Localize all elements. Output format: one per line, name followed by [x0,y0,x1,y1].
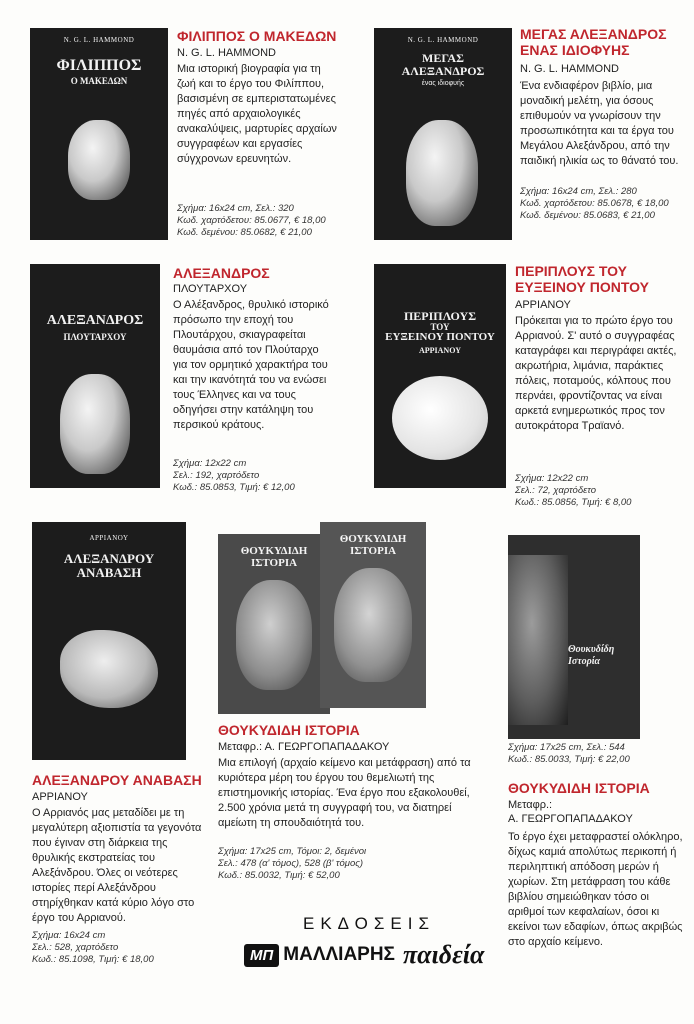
meta-line: Κωδ.: 85.0856, Τιμή: € 8,00 [515,497,632,508]
title-line: ΜΕΓΑΣ ΑΛΕΞΑΝΔΡΟΣ [520,26,667,42]
cover-title-1: ΑΛΕΞΑΝΔΡΟΥ [63,551,155,566]
meta-line: Κωδ.: 85.1098, Τιμή: € 18,00 [32,954,154,965]
book-author [508,798,633,826]
title-line: ΕΝΑΣ ΙΔΙΟΦΥΗΣ [520,42,630,58]
meta-line: Σελ.: 528, χαρτόδετο [32,942,119,953]
book-description: Ο Αλέξανδρος, θρυλικό ιστορικό πρόσωπο την εποχή του Πλουτάρχου, σκιαγραφείται θαυμάσια από τον Πλούταρχο για τον ορμητικό χαρακτήρα του και την ικανότητά του να ενώσει τους Έλληνες και να τους οδηγήσει στην κατάληψη του περσικού κράτους. [173,299,329,431]
title-line: ΑΛΕΞΑΝΔΡΟΥ ΑΝΑΒΑΣΗ [32,772,202,788]
portrait-bust-image [406,120,478,226]
book-description: Μια ιστορική βιογραφία για τη ζωή και το έργο του Φιλίππου, βασισμένη σε εμπεριστατωμένες πηγές από αρχαιολογικές ανακαλύψεις, μαρτυρίες αρχαίων συγγραφέων και εργασίες σύγχρονων ερευνητών. [177,63,337,165]
meta-line: Σχήμα: 12x22 cm [173,458,247,469]
cover-title-2: ΑΝΑΒΑΣΗ [76,564,142,580]
title-line: ΘΟΥΚΥΔΙΔΗ ΙΣΤΟΡΙΑ [218,722,360,738]
author-line: Α. ΓΕΩΡΓΟΠΑΠΑΔΑΚΟΥ [508,813,633,825]
book-description: Το έργο έχει μεταφραστεί ολόκληρο, δίχως καμιά απολύτως περικοπή ή περιληπτική απόδοση μερών ή χωρίων. Στη μετάφραση του κάθε βιβλίου σημειώθηκαν τόσο οι αριθμοί των κεφαλαίων, όσοι κι εκείνοι των εδαφίων, όπως ακριβώς στο αρχαίο κείμενο. [508,831,683,948]
meta-line: Σχήμα: 17x25 cm, Σελ.: 544 [508,742,625,753]
portrait-bust-image [68,120,130,200]
cover-author: N. G. L. HAMMOND [63,36,135,44]
book-title [218,722,360,738]
cover-title-2: ΙΣΤΟΡΙΑ [250,556,298,569]
cover-title-2: Ιστορία [568,656,601,667]
book-author: ΑΡΡΙΑΝΟΥ [32,791,88,803]
book-description: Μια επιλογή (αρχαίο κείμενο και μετάφραση) από τα κυριότερα μέρη του έργου του θεμελιωτή της επιστημονικής ιστορίας. Ένα έργο που εξακολουθεί, 2.500 χρόνια μετά τη συγγραφή του, να διατηρεί αμείωτη τη σπουδαιότητά του. [218,757,471,829]
portrait-bust-image [60,374,130,474]
book-title [173,265,270,281]
book-title [515,263,685,295]
meta-line: Σχήμα: 16x24 cm, Σελ.: 320 [177,203,294,214]
book-description: Ένα ενδιαφέρον βιβλίο, μια μοναδική μελέτη, για όσους επιθυμούν να γνωρίσουν την προσωπικότητα και τα έργα του Μεγάλου Αλεξάνδρου, από την παιδική ηλικία ως το θάνατό του. [520,80,679,167]
cover-title-2: ΠΛΟΥΤΑΡΧΟΥ [63,331,127,342]
marble-oval-image [392,376,488,460]
cover-subtitle: ένας ιδιοφυής [421,80,465,88]
meta-line: Κωδ.: 85.0032, Τιμή: € 52,00 [218,870,340,881]
book-meta [177,203,347,239]
book-meta [515,473,675,509]
book-author: N. G. L. HAMMOND [520,63,620,75]
book-meta [520,186,690,222]
meta-line: Κωδ. χαρτόδετου: 85.0677, € 18,00 [177,215,326,226]
statue-face-image [508,555,568,725]
book-cover-thoukydidi-vol2 [320,522,426,708]
meta-line: Σχήμα: 16x24 cm, Σελ.: 280 [520,186,637,197]
meta-line: Σχήμα: 16x24 cm [32,930,106,941]
cover-title-3: ΕΥΞΕΙΝΟΥ ΠΟΝΤΟΥ [385,331,495,344]
title-line: ΦΙΛΙΠΠΟΣ Ο ΜΑΚΕΔΩΝ [177,28,337,44]
cover-title-2: ΑΛΕΞΑΝΔΡΟΣ [401,63,485,78]
title-line: ΘΟΥΚΥΔΙΔΗ ΙΣΤΟΡΙΑ [508,780,650,796]
publisher-logo [244,940,484,970]
meta-line: Σελ.: 192, χαρτόδετο [173,470,260,481]
book-description: Ο Αρριανός μας μεταδίδει με τη μεγαλύτερη αξιοπιστία τα γεγονότα που έγιναν στη διάρκεια της θρυλικής εκστρατείας του Αλεξάνδρου. Όλες οι νεότερες ιστορίες περί Αλεξάνδρου στηρίχθηκαν κατά κύριο λόγο στο έργο του Αρριανού. [32,807,202,924]
cover-title-1: ΜΕΓΑΣ [422,51,464,65]
meta-line: Κωδ. δεμένου: 85.0682, € 21,00 [177,227,312,238]
book-title [520,26,685,58]
book-cover-thoukydidi-vol1 [218,534,330,714]
meta-line: Κωδ.: 85.0853, Τιμή: € 12,00 [173,482,295,493]
book-meta [218,846,418,882]
meta-line: Κωδ. χαρτόδετου: 85.0678, € 18,00 [520,198,669,209]
publisher-name-script: παιδεία [402,940,485,969]
cover-title-4: ΑΡΡΙΑΝΟΥ [418,345,461,355]
book-meta [173,458,333,494]
meta-line: Σχήμα: 12x22 cm [515,473,589,484]
book-cover-alexandrou-anavasi [32,522,186,760]
book-cover-philippos [30,28,168,240]
meta-line: Σχήμα: 17x25 cm, Τόμοι: 2, δεμένοι [218,846,367,857]
author-line: Μεταφρ.: [508,799,553,811]
book-meta [32,930,202,966]
meta-line: Κωδ. δεμένου: 85.0683, € 21,00 [520,210,655,221]
cover-title-1: ΠΕΡΙΠΛΟΥΣ [403,309,477,323]
horseman-image [60,630,158,708]
book-cover-alexandros-ploutarchou [30,264,160,488]
cover-title-1: ΘΟΥΚΥΔΙΔΗ [339,533,407,545]
portrait-bust-image [334,568,412,682]
meta-line: Σελ.: 478 (α' τόμος), 528 (β' τόμος) [218,858,364,869]
cover-title-2: ΤΟΥ [430,321,450,332]
cover-title-1: Θουκυδίδη [568,644,615,655]
publisher-name: ΜΑΛΛΙΑΡΗΣ [283,944,395,965]
book-cover-periplous [374,264,506,488]
book-title [177,28,337,44]
meta-line: Κωδ.: 85.0033, Τιμή: € 22,00 [508,754,630,765]
cover-title-2: Ο ΜΑΚΕΔΩΝ [70,75,128,86]
meta-line: Σελ.: 72, χαρτόδετο [515,485,596,496]
title-line: ΕΥΞΕΙΝΟΥ ΠΟΝΤΟΥ [515,279,649,295]
cover-title-1: ΑΛΕΞΑΝΔΡΟΣ [46,313,144,328]
book-cover-thoukydidi-istoria [508,535,640,739]
title-line: ΑΛΕΞΑΝΔΡΟΣ [173,265,270,281]
publisher-logo-mark: ΜΠ [244,944,279,967]
book-title [32,772,202,788]
book-meta [508,742,678,766]
cover-title-1: ΘΟΥΚΥΔΙΔΗ [240,545,308,557]
book-author: ΑΡΡΙΑΝΟΥ [515,299,571,311]
portrait-bust-image [236,580,312,690]
book-cover-megas-alexandros [374,28,512,240]
publisher-editions-label: ΕΚΔΟΣΕΙΣ [303,914,435,933]
book-author: N. G. L. HAMMOND [177,47,277,59]
title-line: ΠΕΡΙΠΛΟΥΣ ΤΟΥ [515,263,628,279]
cover-author: N. G. L. HAMMOND [407,36,479,44]
cover-title-2: ΙΣΤΟΡΙΑ [349,544,397,557]
book-author: ΠΛΟΥΤΑΡΧΟΥ [173,283,248,295]
book-title [508,780,650,796]
cover-author: ΑΡΡΙΑΝΟΥ [89,534,129,542]
cover-title-1: ΦΙΛΙΠΠΟΣ [56,57,142,74]
book-description: Πρόκειται για το πρώτο έργο του Αρριανού. Σ' αυτό ο συγγραφέας καταγράφει και περιγράφει ακτές, ακρωτήρια, λιμάνια, παράκτιες πόλεις, ποταμούς, κόλπους που περνάει, φροντίζοντας να είναι αρκετά ενημερωτικός προς τον αυτοκράτορα Τραϊανό. [515,315,677,432]
book-author: Μεταφρ.: Α. ΓΕΩΡΓΟΠΑΠΑΔΑΚΟΥ [218,741,390,753]
